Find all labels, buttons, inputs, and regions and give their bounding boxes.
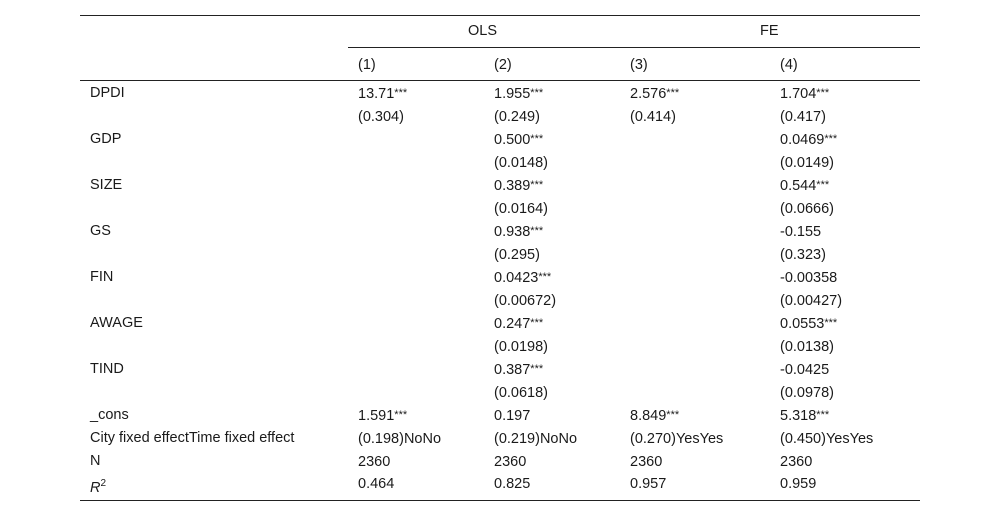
table-cell (630, 428, 723, 449)
table-cell (630, 106, 676, 127)
cell-value: (0.0666) (780, 201, 835, 217)
table-cell (630, 405, 679, 426)
table-cell (494, 428, 577, 449)
table-cell (494, 106, 540, 127)
significance-stars: *** (824, 133, 838, 145)
cell-value: 1.591 (358, 408, 395, 424)
significance-stars: *** (824, 317, 838, 329)
table-cell (780, 129, 837, 150)
table-cell (780, 359, 829, 380)
table-cell (780, 428, 873, 449)
table-cell (494, 290, 556, 311)
cell-value: 0.544 (780, 178, 817, 194)
cell-value: (0.417) (780, 109, 826, 125)
table-cell (494, 152, 548, 173)
table-cell (494, 336, 548, 357)
table-cell (780, 451, 812, 472)
column-header-1: (1) (358, 57, 376, 73)
cell-value: (0.0164) (494, 201, 549, 217)
significance-stars: *** (530, 133, 544, 145)
row-label: GDP (90, 131, 122, 147)
table-cell (780, 175, 829, 196)
significance-stars: *** (666, 87, 680, 99)
r2-value-3: 0.957 (630, 476, 667, 492)
r2-value-4: 0.959 (780, 476, 817, 492)
row-label: GS (90, 223, 111, 239)
table-cell (494, 451, 526, 472)
row-label: AWAGE (90, 315, 143, 331)
table-cell (358, 106, 404, 127)
cell-value: (0.0138) (780, 339, 835, 355)
column-header-2: (2) (494, 57, 512, 73)
table-cell (494, 405, 530, 426)
cell-value: 0.0423 (494, 270, 539, 286)
table-cell (780, 405, 829, 426)
significance-stars: *** (530, 87, 544, 99)
row-label: _cons (90, 407, 129, 423)
bottom-rule (80, 500, 920, 501)
cell-value: (0.219)NoNo (494, 431, 578, 447)
table-cell (494, 313, 543, 334)
significance-stars: *** (530, 317, 544, 329)
cell-value: (0.198)NoNo (358, 431, 442, 447)
cell-value: (0.00672) (494, 293, 557, 309)
table-cell (780, 313, 837, 334)
cell-value: (0.0618) (494, 385, 549, 401)
cell-value: -0.0425 (780, 362, 830, 378)
cell-value: (0.270)YesYes (630, 431, 724, 447)
cell-value: (0.323) (780, 247, 826, 263)
cell-value: 0.387 (494, 362, 531, 378)
cell-value: 1.704 (780, 86, 817, 102)
table-cell (780, 152, 834, 173)
significance-stars: *** (816, 409, 830, 421)
table-cell (358, 428, 441, 449)
cell-value: -0.00358 (780, 270, 838, 286)
column-header-4: (4) (780, 57, 798, 73)
r2-value-2: 0.825 (494, 476, 531, 492)
cell-value: 2360 (630, 454, 663, 470)
significance-stars: *** (538, 271, 552, 283)
cell-value: (0.295) (494, 247, 540, 263)
table-cell (780, 106, 826, 127)
table-cell (630, 451, 662, 472)
group-header-fe: FE (760, 23, 779, 39)
table-cell (494, 267, 551, 288)
table-cell (358, 451, 390, 472)
cell-value: (0.0148) (494, 155, 549, 171)
table-cell (780, 382, 834, 403)
table-cell (630, 83, 679, 104)
cell-value: 2360 (780, 454, 813, 470)
header-rule (80, 80, 920, 81)
group-header-ols: OLS (468, 23, 498, 39)
table-cell (494, 175, 543, 196)
cell-value: 0.247 (494, 316, 531, 332)
significance-stars: *** (530, 179, 544, 191)
significance-stars: *** (816, 179, 830, 191)
cell-value: -0.155 (780, 224, 822, 240)
significance-stars: *** (394, 87, 408, 99)
table-cell (780, 198, 834, 219)
cell-value: (0.304) (358, 109, 404, 125)
table-cell (780, 290, 842, 311)
r2-label-base: R (90, 479, 101, 496)
cell-value: 13.71 (358, 86, 395, 102)
r2-label (90, 474, 106, 498)
table-cell (358, 405, 407, 426)
cell-value: 2.576 (630, 86, 667, 102)
cell-value: 0.389 (494, 178, 531, 194)
r2-value-1: 0.464 (358, 476, 395, 492)
significance-stars: *** (666, 409, 680, 421)
significance-stars: *** (394, 409, 408, 421)
table-cell (494, 198, 548, 219)
r2-label-sup: 2 (100, 478, 107, 489)
table-cell (494, 244, 540, 265)
cell-value: (0.414) (630, 109, 676, 125)
row-label: N (90, 453, 101, 469)
cell-value: 0.500 (494, 132, 531, 148)
table-cell (494, 221, 543, 242)
cell-value: 0.0553 (780, 316, 825, 332)
table-cell (780, 244, 826, 265)
row-label: City fixed effectTime fixed effect (90, 430, 295, 446)
significance-stars: *** (816, 87, 830, 99)
table-cell (358, 83, 407, 104)
row-label: FIN (90, 269, 114, 285)
row-label: DPDI (90, 85, 125, 101)
significance-stars: *** (530, 363, 544, 375)
group-rule (348, 47, 920, 48)
cell-value: 0.938 (494, 224, 531, 240)
row-label: TIND (90, 361, 124, 377)
table-cell (780, 336, 834, 357)
top-rule (80, 15, 920, 16)
cell-value: (0.00427) (780, 293, 843, 309)
column-header-3: (3) (630, 57, 648, 73)
cell-value: (0.0978) (780, 385, 835, 401)
cell-value: 2360 (358, 454, 391, 470)
table-cell (494, 129, 543, 150)
cell-value: 5.318 (780, 408, 817, 424)
cell-value: 1.955 (494, 86, 531, 102)
cell-value: 0.197 (494, 408, 531, 424)
significance-stars: *** (530, 225, 544, 237)
table-cell (780, 267, 837, 288)
table-cell (494, 359, 543, 380)
table-cell (494, 83, 543, 104)
cell-value: (0.249) (494, 109, 540, 125)
cell-value: 2360 (494, 454, 527, 470)
cell-value: 0.0469 (780, 132, 825, 148)
row-label: SIZE (90, 177, 123, 193)
table-cell (780, 221, 821, 242)
cell-value: (0.450)YesYes (780, 431, 874, 447)
cell-value: (0.0198) (494, 339, 549, 355)
cell-value: 8.849 (630, 408, 667, 424)
table-cell (494, 382, 548, 403)
table-cell (780, 83, 829, 104)
cell-value: (0.0149) (780, 155, 835, 171)
